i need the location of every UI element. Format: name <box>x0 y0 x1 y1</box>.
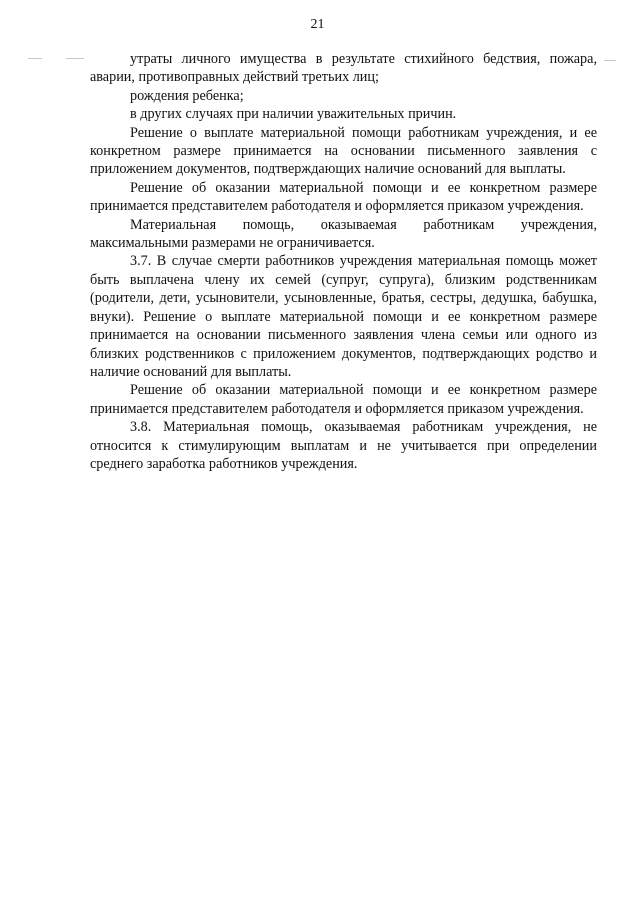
paragraph: Решение об оказании материальной помощи и ее конкретном размере принимается представителем работодателя и оформляется приказом учреждения. <box>90 382 597 417</box>
scan-mark-left-2 <box>66 58 84 59</box>
paragraph: Материальная помощь, оказываемая работникам учреждения, максимальными размерами не ограничивается. <box>90 216 597 252</box>
paragraph: 3.8. Материальная помощь, оказываемая работникам учреждения, не относится к стимулирующим выплатам и не учитывается при определении среднего заработка работников учреждения. <box>90 419 597 472</box>
paragraph: Решение о выплате материальной помощи работникам учреждения, и ее конкретном размере принимается на основании письменного заявления с приложением документов, подтверждающих наличие оснований для выплаты. <box>90 124 597 178</box>
page-number: 21 <box>310 17 325 32</box>
paragraph: утраты личного имущества в результате стихийного бедствия, пожара, аварии, противоправных действий третьих лиц; <box>90 51 597 86</box>
paragraph: рождения ребенка; <box>130 87 244 104</box>
scan-mark-right <box>604 60 616 61</box>
paragraph: 3.7. В случае смерти работников учреждения материальная помощь может быть выплачена члену их семей (супруг, супруга), близким родственникам (родители, дети, усыновители, усыновленные, братья, сестры, дедушка, бабушка, внуки). Решение о выплате материальной помощи и ее конкретном размере принимается на основании письменного заявления члена семьи или одного из близких родственников с приложением документов, подтверждающих родство и наличие оснований для выплаты. <box>90 253 597 380</box>
paragraph: в других случаях при наличии уважительных причин. <box>130 106 457 123</box>
document-body <box>90 50 597 473</box>
paragraph: Решение об оказании материальной помощи и ее конкретном размере принимается представителем работодателя и оформляется приказом учреждения. <box>90 179 597 215</box>
scan-mark-left <box>28 58 42 59</box>
